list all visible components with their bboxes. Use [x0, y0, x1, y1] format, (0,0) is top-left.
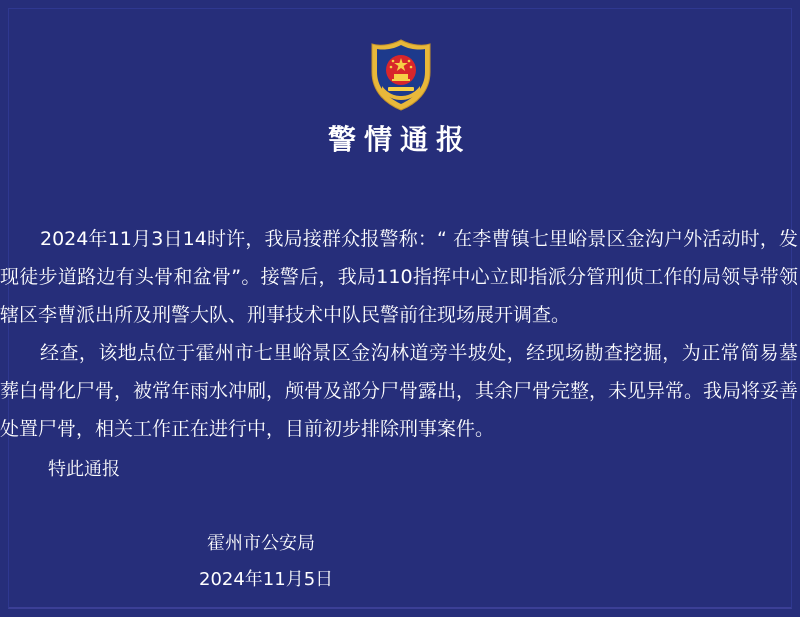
notice-body — [0, 220, 800, 448]
signature-org: 霍州市公安局 — [207, 533, 315, 554]
paragraph-1: 2024年11月3日14时许，我局接群众报警称：“ 在李曹镇七里峪景区金沟户外活动时，发现徒步道路边有头骨和盆骨”。接警后，我局110指挥中心立即指派分管刑侦工作的局领导带领辖区李曹派出所及刑警大队、刑事技术中队民警前往现场展开调查。 — [0, 228, 798, 326]
police-badge-icon — [368, 38, 434, 112]
paragraph-2: 经查，该地点位于霍州市七里峪景区金沟林道旁半坡处，经现场勘查挖掘，为正常简易墓葬白骨化尸骨，被常年雨水冲刷，颅骨及部分尸骨露出，其余尸骨完整，未见异常。我局将妥善处置尸骨，相关工作正在进行中，目前初步排除刑事案件。 — [0, 342, 799, 440]
notice-title: 警情通报 — [327, 123, 472, 156]
closing-line: 特此通报 — [48, 459, 120, 480]
signature-date: 2024年11月5日 — [199, 569, 334, 590]
